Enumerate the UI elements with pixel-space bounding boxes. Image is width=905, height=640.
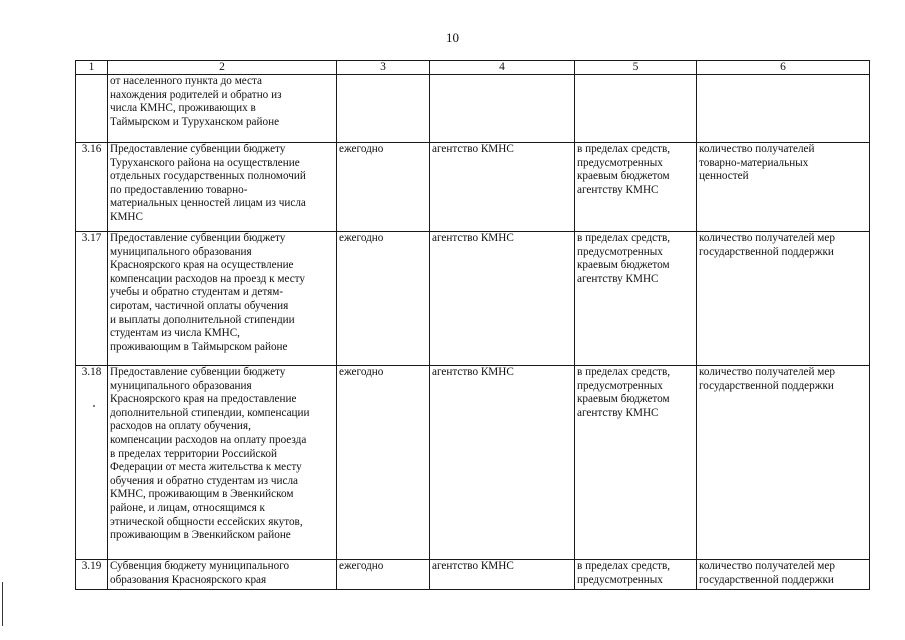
funding-cell	[575, 75, 697, 143]
table-row-3-16	[76, 143, 870, 232]
indicator-cell: количество получателей мер государственной поддержки	[697, 366, 870, 560]
period-cell	[337, 75, 430, 143]
column-header-5: 5	[575, 61, 697, 75]
measure-cell: Предоставление субвенции бюджету муниципального образования Красноярского края на предоставление дополнительной стипендии, компенсации расходов на оплату обучения, компенсации расходов на оплату проезда в пределах территории Российской Федерации от места жительства к месту обучения и обратно студентам из числа КМНС, проживающим в Эвенкийском районе, и лицам, относящимся к этнической общности ессейских якутов, проживающим в Эвенкийском районе	[108, 366, 337, 560]
period-cell: ежегодно	[337, 560, 430, 590]
measure-cell: Предоставление субвенции бюджету муниципального образования Красноярского края на осуществление компенсации расходов на проезд к месту учебы и обратно студентам и детям- сиротам, частичной оплаты обучения и выплаты дополнительной стипендии студентам из числа КМНС, проживающим в Таймырском районе	[108, 232, 337, 366]
indicator-cell: количество получателей мер государственной поддержки	[697, 560, 870, 590]
page-number: 10	[446, 30, 459, 45]
period-cell: ежегодно	[337, 232, 430, 366]
measures-table	[75, 60, 870, 590]
measure-cell: Предоставление субвенции бюджету Туруханского района на осуществление отдельных государственных полномочий по предоставлению товарно- материальных ценностей лицам из числа КМНС	[108, 143, 337, 232]
executor-cell: агентство КМНС	[430, 366, 575, 560]
column-header-6: 6	[697, 61, 870, 75]
executor-cell	[430, 75, 575, 143]
row-number: 3.17	[76, 232, 108, 366]
table-row-continued	[76, 75, 870, 143]
funding-cell: в пределах средств, предусмотренных краевым бюджетом агентству КМНС	[575, 143, 697, 232]
indicator-cell	[697, 75, 870, 143]
period-cell: ежегодно	[337, 366, 430, 560]
column-header-1: 1	[76, 61, 108, 75]
scan-speck	[93, 405, 95, 407]
measure-cell: Субвенция бюджету муниципального образования Красноярского края	[108, 560, 337, 590]
binding-edge-mark	[2, 582, 3, 626]
executor-cell: агентство КМНС	[430, 560, 575, 590]
row-number: 3.19	[76, 560, 108, 590]
column-header-2: 2	[108, 61, 337, 75]
funding-cell: в пределах средств, предусмотренных	[575, 560, 697, 590]
column-header-4: 4	[430, 61, 575, 75]
column-header-3: 3	[337, 61, 430, 75]
table-row-3-19	[76, 560, 870, 590]
executor-cell: агентство КМНС	[430, 232, 575, 366]
table-row-3-17	[76, 232, 870, 366]
period-cell: ежегодно	[337, 143, 430, 232]
executor-cell: агентство КМНС	[430, 143, 575, 232]
row-number: 3.16	[76, 143, 108, 232]
row-number: 3.18	[76, 366, 108, 560]
row-number	[76, 75, 108, 143]
table-header-row	[76, 61, 870, 75]
funding-cell: в пределах средств, предусмотренных краевым бюджетом агентству КМНС	[575, 366, 697, 560]
funding-cell: в пределах средств, предусмотренных краевым бюджетом агентству КМНС	[575, 232, 697, 366]
measure-cell: от населенного пункта до места нахождения родителей и обратно из числа КМНС, проживающих в Таймырском и Туруханском районе	[108, 75, 337, 143]
indicator-cell: количество получателей товарно-материальных ценностей	[697, 143, 870, 232]
indicator-cell: количество получателей мер государственной поддержки	[697, 232, 870, 366]
table-row-3-18	[76, 366, 870, 560]
